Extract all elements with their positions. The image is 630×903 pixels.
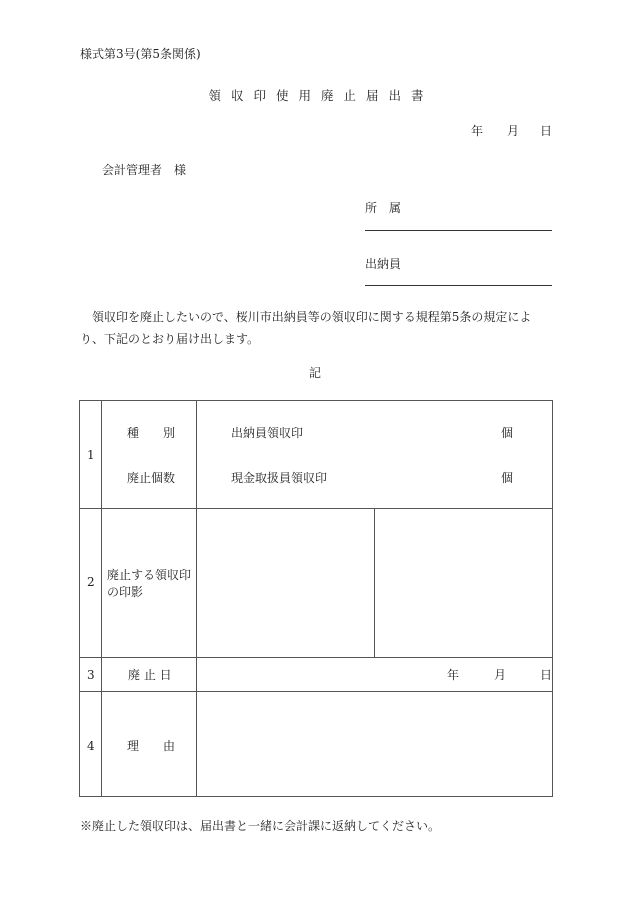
date-year-label: 年 <box>471 124 484 138</box>
row3-month-label: 月 <box>494 668 507 682</box>
row4-number: 4 <box>87 739 95 753</box>
table-rule-number-col <box>101 400 102 797</box>
row3-day-label: 日 <box>540 668 553 682</box>
notice-heading: 記 <box>309 366 322 380</box>
body-text: 領収印を廃止したいので、桜川市出納員等の領収印に関する規程第5条の規定により、下記のとおり届け出します。 <box>80 310 532 346</box>
cashier-line <box>365 285 552 286</box>
row4-reason-label: 理 由 <box>127 739 176 753</box>
row1-count-label: 廃止個数 <box>127 471 176 485</box>
row1-kind-cash-handler: 現金取扱員領収印 <box>231 471 328 485</box>
row2-number: 2 <box>87 575 95 589</box>
row1-number: 1 <box>87 448 95 462</box>
table-border-left <box>79 400 80 797</box>
document-title: 領収印使用廃止届出書 <box>208 88 434 103</box>
reason-field <box>197 692 552 796</box>
row1-kind-cashier: 出納員領収印 <box>231 426 304 440</box>
cashier-label: 出納員 <box>365 257 402 271</box>
table-rule-row3 <box>79 657 553 658</box>
affiliation-line <box>365 230 552 231</box>
recipient: 会計管理者 様 <box>102 163 187 177</box>
row3-abolish-date-label: 廃 止 日 <box>128 668 172 682</box>
table-border-top <box>79 400 553 401</box>
row1-kind-label: 種 別 <box>127 426 176 440</box>
row1-unit-cashier: 個 <box>501 426 514 440</box>
row1-unit-cash-handler: 個 <box>501 471 514 485</box>
seal-impression-area-right <box>375 509 552 657</box>
table-border-right <box>552 400 553 797</box>
row2-seal-label: 廃止する領収印の印影 <box>107 568 192 599</box>
seal-impression-area-left <box>197 509 374 657</box>
row3-year-label: 年 <box>447 668 460 682</box>
row3-number: 3 <box>87 668 95 682</box>
affiliation-label: 所 属 <box>365 201 402 215</box>
table-border-bottom <box>79 796 553 797</box>
date-month-label: 月 <box>507 124 520 138</box>
form-number: 様式第3号(第5条関係) <box>80 47 201 61</box>
footnote: ※廃止した領収印は、届出書と一緒に会計課に返納してください。 <box>80 819 441 833</box>
date-day-label: 日 <box>540 124 553 138</box>
